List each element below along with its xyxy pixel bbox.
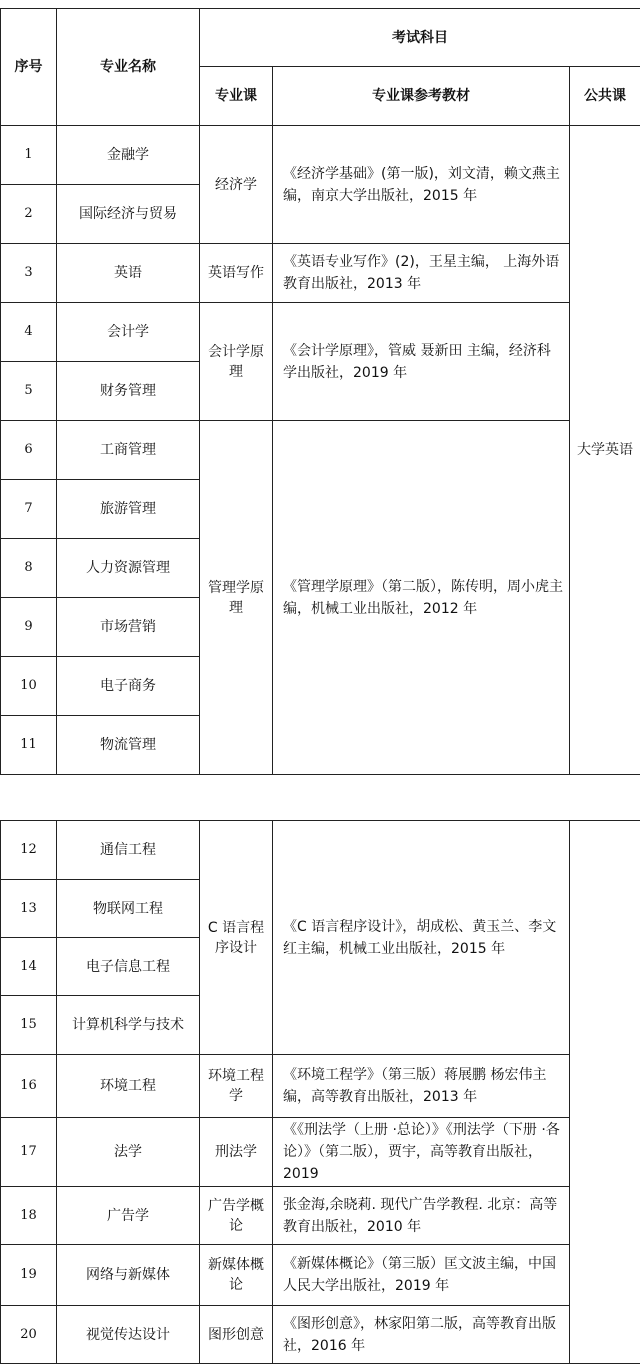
row-number: 3 <box>1 244 57 303</box>
row-number: 10 <box>1 657 57 716</box>
row-number: 12 <box>1 821 57 880</box>
public-course: 大学英语 <box>570 126 640 775</box>
header-major: 专业名称 <box>57 9 200 126</box>
textbook-reference: 《管理学原理》（第二版），陈传明，周小虎主编，机械工业出版社，2012 年 <box>273 421 570 775</box>
course-name: C 语言程序设计 <box>200 821 273 1055</box>
textbook-reference: 《经济学基础》(第一版)，刘文清，赖文燕主编，南京大学出版社，2015 年 <box>273 126 570 244</box>
header-public: 公共课 <box>570 67 640 126</box>
textbook-reference: 《环境工程学》（第三版）蒋展鹏 杨宏伟主编，高等教育出版社，2013 年 <box>273 1055 570 1118</box>
textbook-reference: 《图形创意》，林家阳第二版，高等教育出版社，2016 年 <box>273 1306 570 1364</box>
major-name: 计算机科学与技术 <box>57 996 200 1055</box>
table-row <box>1 126 640 185</box>
row-number: 18 <box>1 1187 57 1245</box>
table-row <box>1 1055 640 1118</box>
row-number: 13 <box>1 880 57 938</box>
row-number: 6 <box>1 421 57 480</box>
major-name: 财务管理 <box>57 362 200 421</box>
major-name: 电子商务 <box>57 657 200 716</box>
row-number: 5 <box>1 362 57 421</box>
row-number: 16 <box>1 1055 57 1118</box>
page-gap <box>0 776 640 820</box>
row-number: 17 <box>1 1118 57 1187</box>
exam-subjects-table-part2 <box>0 820 640 1364</box>
row-number: 1 <box>1 126 57 185</box>
major-name: 视觉传达设计 <box>57 1306 200 1364</box>
textbook-reference: 《《刑法学（上册 ·总论）》《刑法学（下册 ·各论）》（第二版），贾宇，高等教育出版社，2019 <box>273 1118 570 1187</box>
major-name: 环境工程 <box>57 1055 200 1118</box>
major-name: 国际经济与贸易 <box>57 185 200 244</box>
course-name: 管理学原理 <box>200 421 273 775</box>
table-row <box>1 1118 640 1187</box>
course-name: 英语写作 <box>200 244 273 303</box>
table-row <box>1 1245 640 1306</box>
table-row <box>1 1306 640 1364</box>
major-name: 会计学 <box>57 303 200 362</box>
major-name: 工商管理 <box>57 421 200 480</box>
row-number: 15 <box>1 996 57 1055</box>
textbook-reference: 张金海,余晓莉. 现代广告学教程. 北京：高等教育出版社，2010 年 <box>273 1187 570 1245</box>
course-name: 经济学 <box>200 126 273 244</box>
table-row <box>1 1187 640 1245</box>
major-name: 电子信息工程 <box>57 938 200 996</box>
course-name: 广告学概论 <box>200 1187 273 1245</box>
textbook-reference: 《C 语言程序设计》，胡成松、黄玉兰、李文红主编，机械工业出版社，2015 年 <box>273 821 570 1055</box>
row-number: 9 <box>1 598 57 657</box>
header-exam: 考试科目 <box>200 9 640 67</box>
textbook-reference: 《会计学原理》，管威 聂新田 主编，经济科学出版社，2019 年 <box>273 303 570 421</box>
major-name: 旅游管理 <box>57 480 200 539</box>
major-name: 物流管理 <box>57 716 200 775</box>
course-name: 新媒体概论 <box>200 1245 273 1306</box>
exam-subjects-table-part1 <box>0 8 640 775</box>
row-number: 8 <box>1 539 57 598</box>
row-number: 11 <box>1 716 57 775</box>
row-number: 2 <box>1 185 57 244</box>
course-name: 环境工程学 <box>200 1055 273 1118</box>
major-name: 人力资源管理 <box>57 539 200 598</box>
row-number: 14 <box>1 938 57 996</box>
public-course <box>570 821 640 1364</box>
header-textbook: 专业课参考教材 <box>273 67 570 126</box>
textbook-reference: 《新媒体概论》（第三版）匡文波主编，中国人民大学出版社，2019 年 <box>273 1245 570 1306</box>
major-name: 金融学 <box>57 126 200 185</box>
row-number: 19 <box>1 1245 57 1306</box>
table-row <box>1 421 640 480</box>
course-name: 会计学原理 <box>200 303 273 421</box>
major-name: 市场营销 <box>57 598 200 657</box>
major-name: 英语 <box>57 244 200 303</box>
course-name: 刑法学 <box>200 1118 273 1187</box>
table-row <box>1 821 640 880</box>
header-course: 专业课 <box>200 67 273 126</box>
textbook-reference: 《英语专业写作》(2)，王星主编， 上海外语教育出版社，2013 年 <box>273 244 570 303</box>
major-name: 广告学 <box>57 1187 200 1245</box>
table-row <box>1 303 640 362</box>
major-name: 物联网工程 <box>57 880 200 938</box>
header-seq: 序号 <box>1 9 57 126</box>
course-name: 图形创意 <box>200 1306 273 1364</box>
row-number: 4 <box>1 303 57 362</box>
major-name: 网络与新媒体 <box>57 1245 200 1306</box>
row-number: 20 <box>1 1306 57 1364</box>
row-number: 7 <box>1 480 57 539</box>
major-name: 通信工程 <box>57 821 200 880</box>
table-row <box>1 244 640 303</box>
major-name: 法学 <box>57 1118 200 1187</box>
